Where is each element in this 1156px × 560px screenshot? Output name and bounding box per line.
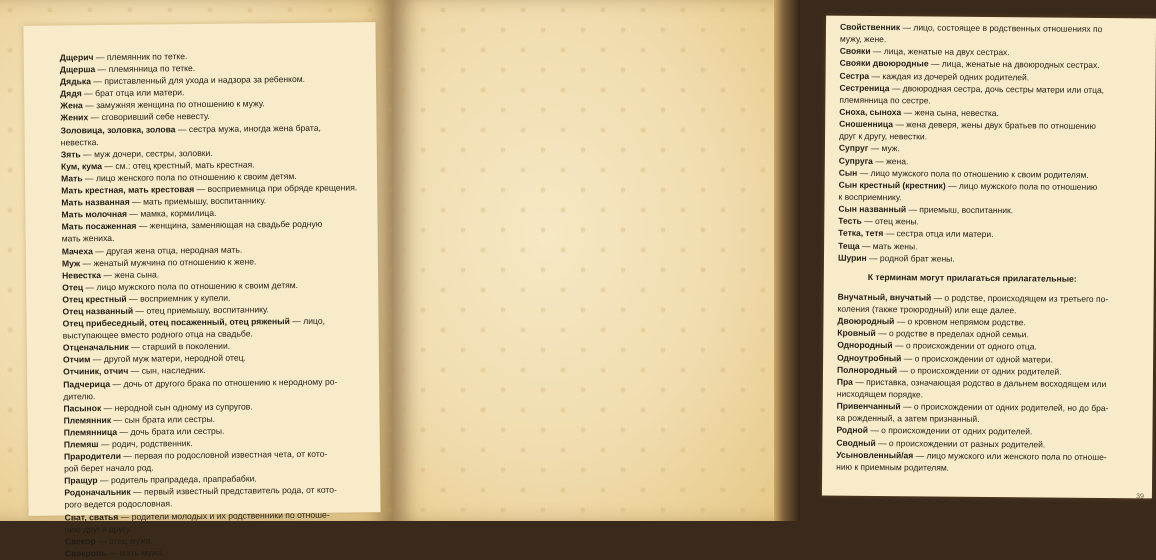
- term: Отец названный: [62, 305, 134, 317]
- definition-text: — о происхождении от одних родителей, но до бра-: [900, 401, 1109, 414]
- definition-text: — сын, наследник.: [128, 365, 206, 377]
- definition-text: — другая жена отца, неродная мать.: [92, 244, 243, 256]
- term: Пращур: [64, 475, 98, 486]
- left-text-panel: [23, 22, 380, 559]
- term: Двоюродный: [837, 315, 895, 327]
- term: Мать посаженная: [61, 220, 137, 232]
- definition-text: дителю.: [63, 390, 96, 402]
- definition-text: — мать жены.: [859, 240, 918, 251]
- definition-text: — сговоривший себе невесту.: [88, 111, 210, 123]
- definition-text: — муж.: [868, 143, 900, 154]
- definition-text: мать жениха.: [61, 233, 115, 244]
- definition-text: нию друг к другу.: [64, 523, 132, 535]
- definition-text: коления (также троюродный) или еще далее.: [837, 303, 1017, 316]
- definition-text: — сестра мужа, иногда жена брата,: [175, 122, 321, 134]
- definition-text: — лицо мужского пола по отношению: [945, 180, 1098, 192]
- definition-text: — мамка, кормилица.: [126, 208, 217, 220]
- definition-text: — мать приемышу, воспитаннику.: [129, 195, 267, 207]
- definition-text: к восприемнику.: [838, 191, 902, 203]
- term: Тесть: [838, 215, 862, 227]
- definition-text: — о кровном непрямом родстве.: [894, 316, 1026, 328]
- definition-text: — дочь от другого брака по отношению к неродному ро-: [110, 376, 338, 389]
- term: Дядька: [59, 76, 92, 87]
- definition-text: племянница по сестре.: [839, 94, 931, 106]
- term: Дщерша: [59, 64, 96, 75]
- definition-text: — восприемник у купели.: [126, 292, 231, 304]
- definition-text: — лица, женатые на двоюродных сестрах.: [928, 58, 1100, 71]
- definition-text: — женщина, заменяющая на свадьбе родную: [136, 219, 323, 231]
- term: Свекровь: [64, 547, 107, 559]
- term: Дщерич: [59, 52, 94, 63]
- term: Одноутробный: [837, 352, 902, 363]
- term: Дядя: [60, 88, 82, 99]
- definition-text: невестка.: [60, 136, 99, 148]
- definition-text: рой берет начало род.: [64, 462, 154, 474]
- term: Мачеха: [61, 245, 93, 256]
- term: Отчиник, отчич: [63, 366, 129, 377]
- term: Сват, сватья: [64, 511, 119, 523]
- term: Свекор: [64, 535, 96, 547]
- definition-text: — мать мужа.: [106, 547, 165, 558]
- definition-text: рого ведется родословная.: [64, 498, 173, 510]
- right-text-panel: [822, 16, 1156, 499]
- term: Кровный: [837, 327, 876, 339]
- book-edge: [774, 0, 800, 521]
- term: Пра: [836, 376, 853, 387]
- definition-text: — другой муж матери, неродной отец.: [90, 352, 246, 365]
- definition-text: — жена сына, невестка.: [901, 107, 999, 119]
- definition-text: — восприемница при обряде крещения.: [194, 182, 358, 195]
- definition-text: — родитель прапрадеда, прапрабабки.: [97, 473, 257, 486]
- definition-text: — муж дочери, сестры, золовки.: [80, 147, 213, 160]
- term: Муж: [61, 257, 81, 269]
- term: Мать крестная, мать крестовая: [61, 184, 195, 196]
- term: Падчерица: [63, 378, 111, 389]
- term: Родной: [836, 425, 869, 436]
- definition-text: — женатый мужчина по отношению к жене.: [80, 256, 257, 268]
- page-ornament: [393, 0, 774, 521]
- term: Однородный: [837, 340, 893, 351]
- definition-text: — замужняя женщина по отношению к мужу.: [82, 98, 265, 111]
- term: Усыновленный/ая: [836, 449, 914, 460]
- definition-text: — жена сына.: [100, 269, 160, 280]
- definition-text: — неродной сын одному из супругов.: [101, 401, 253, 413]
- definition-text: — родич, родственник.: [98, 438, 193, 450]
- definition-text: — приставка, означающая родство в дальнем восходящем или: [852, 376, 1107, 389]
- term: Привенчанный: [836, 400, 901, 412]
- definition-text: — о родстве в пределах одной семьи.: [875, 328, 1029, 340]
- definition-text: выступающее вместо родного отца на свадьбе.: [62, 328, 253, 341]
- definition-text: — лицо, состоящее в родственных отношениях по: [900, 22, 1103, 34]
- term: Сын крестный (крестник): [838, 179, 946, 191]
- term: Племянница: [63, 426, 118, 438]
- term: Сын: [838, 167, 858, 178]
- definition-text: — дочь брата или сестры.: [117, 425, 225, 437]
- term: Сестра: [839, 70, 870, 81]
- definition-text: — отец мужа.: [95, 535, 153, 546]
- definition-text: — отец приемышу, воспитаннику.: [133, 304, 269, 316]
- definition-text: — приставленный для ухода и надзора за ребенком.: [90, 74, 306, 87]
- term: Сводный: [836, 437, 876, 448]
- term: Сын названный: [838, 203, 907, 215]
- definition-text: — лицо мужского пола по отношению к своим детям.: [83, 279, 299, 293]
- definition-text: — первая по родословной известная чета, от кото-: [120, 448, 328, 461]
- term: Кум, кума: [60, 160, 103, 172]
- definition-text: — о происхождении от одного отца.: [892, 340, 1037, 352]
- adjectives-heading: К терминам могут прилагаться прилагательные:: [867, 271, 1077, 284]
- term: Отец: [62, 282, 84, 293]
- definition-text: — племянница по тетке.: [95, 63, 196, 75]
- definition-text: — о происхождении от разных родителей.: [875, 437, 1046, 449]
- term: Шурин: [837, 252, 867, 263]
- definition-text: — сын брата или сестры.: [111, 413, 216, 425]
- term: Полнородный: [836, 364, 898, 375]
- term: Племянник: [63, 414, 112, 426]
- term: Супруга: [838, 155, 873, 166]
- definition-text: — о происхождении от одних родителей.: [867, 425, 1033, 437]
- definition-text: — о родстве, происходящем из третьего по-: [931, 292, 1109, 304]
- term: Отец прибеседный, отец посаженный, отец ряженый: [62, 316, 290, 329]
- page-number: 39: [1136, 493, 1144, 501]
- term: Супруг: [838, 143, 869, 154]
- term: Свойственник: [839, 21, 901, 33]
- term: Родоначальник: [64, 487, 131, 498]
- term: Жена: [60, 100, 83, 111]
- left-page: [0, 0, 393, 559]
- definition-text: — лицо,: [289, 315, 326, 327]
- term: Мать: [60, 173, 83, 184]
- definition-line: [65, 544, 393, 560]
- definition-text: — лицо мужского или женского пола по отноше-: [913, 449, 1107, 462]
- definition-text: — приемыш, воспитанник.: [906, 204, 1014, 216]
- term: Племяш: [63, 439, 99, 450]
- definition-text: — о происхождении от одной матери.: [901, 352, 1054, 365]
- left-definitions-list: [60, 48, 393, 559]
- term: Сестреница: [839, 82, 890, 93]
- term: Отец крестный: [62, 293, 127, 305]
- definition-text: — жена деверя, жены двух братьев по отношению: [892, 119, 1096, 132]
- definition-line: [838, 251, 1146, 266]
- definition-text: — см.: отец крестный, мать крестная.: [101, 159, 255, 171]
- definition-text: — о происхождении от одних родителей.: [897, 364, 1062, 377]
- definition-text: — старший в поколении.: [128, 340, 231, 353]
- definition-text: — родители молодых и их родственники по отноше-: [118, 509, 330, 522]
- term: Внучатный, внучатый: [837, 291, 932, 303]
- term: Мать названная: [61, 196, 130, 208]
- term: Зять: [60, 149, 81, 160]
- definition-text: мужу, жене.: [839, 33, 887, 45]
- definition-text: нисходящем порядке.: [836, 388, 924, 400]
- definition-text: — отец жены.: [861, 216, 919, 227]
- definition-text: — племянник по тетке.: [93, 51, 188, 63]
- definition-text: — брат отца или матери.: [81, 87, 185, 99]
- term: Свояки: [839, 45, 871, 57]
- term: Свояки двоюродные: [839, 58, 929, 69]
- term: Золовица, золовка, золова: [60, 123, 176, 136]
- definition-text: — лица, женатые на двух сестрах.: [870, 46, 1010, 58]
- right-definitions-list: [836, 21, 1148, 476]
- definition-text: нию к приемным родителям.: [836, 461, 950, 473]
- term: Пасынок: [63, 402, 102, 414]
- definition-text: — жена.: [872, 155, 909, 166]
- definition-text: — родной брат жены.: [866, 252, 955, 264]
- definition-text: друг к другу, невестки.: [839, 130, 928, 142]
- term: Отценачальник: [62, 342, 129, 353]
- definition-text: — лицо мужского пола по отношению к своим родителям.: [857, 167, 1089, 180]
- term: Тетка, тетя: [838, 228, 884, 239]
- definition-text: — сестра отца или матери.: [883, 228, 994, 240]
- term: Отчим: [62, 354, 91, 365]
- definition-text: — первый известный представитель рода, от кото-: [130, 484, 337, 498]
- definition-text: — каждая из дочерей одних родителей.: [869, 70, 1030, 82]
- definition-text: ка рожденный, а затем признанный.: [836, 412, 980, 425]
- term: Сношенница: [839, 118, 894, 130]
- term: Мать молочная: [61, 209, 128, 220]
- term: Невестка: [62, 269, 101, 281]
- definition-text: — двоюродная сестра, дочь сестры матери или отца,: [889, 82, 1105, 95]
- right-page: [393, 0, 1144, 521]
- term: Прародители: [63, 450, 122, 462]
- term: Теща: [838, 240, 860, 251]
- term: Сноха, сыноха: [839, 106, 902, 118]
- definition-text: — лицо женского пола по отношению к своим детям.: [82, 170, 297, 184]
- term: Жених: [60, 112, 89, 123]
